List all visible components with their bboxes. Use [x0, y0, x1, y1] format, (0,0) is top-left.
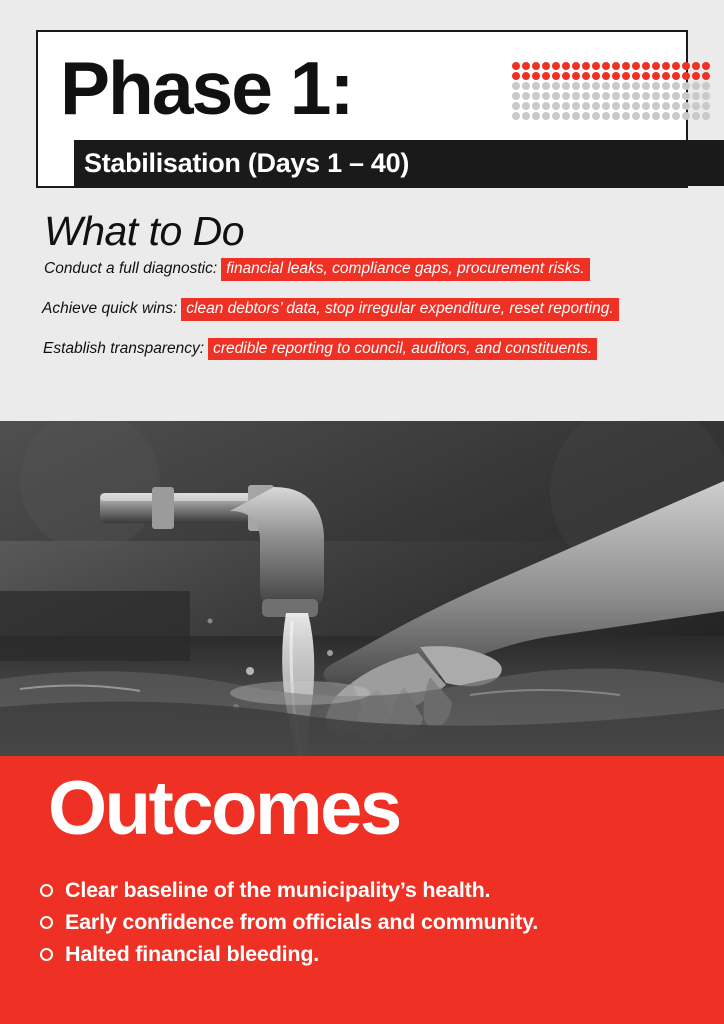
dot	[612, 82, 620, 90]
todo-highlight: financial leaks, compliance gaps, procurement risks.	[221, 258, 589, 281]
dot	[532, 72, 540, 80]
dot	[652, 102, 660, 110]
dot	[542, 92, 550, 100]
dot	[612, 102, 620, 110]
dot	[612, 92, 620, 100]
dot	[662, 72, 670, 80]
dot	[592, 62, 600, 70]
dot	[592, 82, 600, 90]
dot	[522, 72, 530, 80]
dot	[682, 82, 690, 90]
dot	[572, 102, 580, 110]
dot	[592, 102, 600, 110]
dot	[652, 112, 660, 120]
dot	[512, 62, 520, 70]
dot	[652, 62, 660, 70]
dot	[592, 72, 600, 80]
dot	[612, 112, 620, 120]
outcomes-list	[40, 878, 700, 974]
dot	[592, 92, 600, 100]
dot	[702, 102, 710, 110]
dot	[662, 112, 670, 120]
dot	[542, 102, 550, 110]
dot	[632, 72, 640, 80]
dot	[562, 92, 570, 100]
dot	[522, 82, 530, 90]
dot	[532, 112, 540, 120]
dot	[532, 102, 540, 110]
dot	[642, 112, 650, 120]
dot	[702, 92, 710, 100]
dot	[672, 62, 680, 70]
dot	[582, 82, 590, 90]
dot	[532, 92, 540, 100]
dot	[662, 92, 670, 100]
dot	[692, 92, 700, 100]
dot	[622, 72, 630, 80]
outcome-text: Early confidence from officials and community.	[65, 910, 539, 934]
dot	[622, 102, 630, 110]
dot	[622, 92, 630, 100]
dot	[552, 62, 560, 70]
list-item	[40, 878, 700, 903]
outcomes-title: Outcomes	[48, 766, 400, 851]
dot	[672, 72, 680, 80]
photo-illustration	[0, 421, 724, 756]
dot	[692, 102, 700, 110]
dot	[642, 82, 650, 90]
todo-highlight: credible reporting to council, auditors, and constituents.	[208, 338, 597, 361]
dot	[512, 102, 520, 110]
dot	[602, 92, 610, 100]
dot	[662, 102, 670, 110]
photo-water-tap-hand	[0, 421, 724, 756]
dot	[612, 72, 620, 80]
dot	[602, 112, 610, 120]
dot	[582, 102, 590, 110]
dot	[692, 82, 700, 90]
dot	[702, 82, 710, 90]
outcome-text: Halted financial bleeding.	[65, 942, 320, 966]
list-item	[40, 910, 700, 935]
dot	[632, 112, 640, 120]
circle-bullet-icon	[40, 884, 53, 897]
dot	[582, 112, 590, 120]
list-item	[40, 942, 700, 967]
dot	[542, 72, 550, 80]
dot	[552, 82, 560, 90]
dot	[572, 62, 580, 70]
dot	[532, 62, 540, 70]
dot	[522, 102, 530, 110]
dot	[532, 82, 540, 90]
dot	[592, 112, 600, 120]
list-item	[42, 298, 684, 321]
todo-lead: Achieve quick wins:	[42, 299, 178, 317]
dot	[602, 72, 610, 80]
dot	[542, 82, 550, 90]
dot	[622, 112, 630, 120]
dot	[512, 92, 520, 100]
subtitle-text: Stabilisation (Days 1 – 40)	[84, 147, 410, 178]
dot	[622, 82, 630, 90]
dot-grid-decoration	[512, 62, 716, 120]
dot	[692, 72, 700, 80]
dot	[552, 92, 560, 100]
dot	[512, 82, 520, 90]
dot	[672, 92, 680, 100]
dot	[632, 102, 640, 110]
what-to-do-list	[44, 258, 684, 377]
list-item	[43, 338, 684, 361]
dot	[702, 62, 710, 70]
todo-lead: Establish transparency:	[43, 339, 205, 357]
dot	[512, 112, 520, 120]
dot	[682, 72, 690, 80]
dot	[522, 62, 530, 70]
dot	[692, 112, 700, 120]
dot	[642, 102, 650, 110]
dot	[562, 102, 570, 110]
outcomes-section	[0, 756, 724, 1024]
circle-bullet-icon	[40, 948, 53, 961]
dot	[662, 82, 670, 90]
what-to-do-heading: What to Do	[44, 208, 245, 254]
dot	[642, 92, 650, 100]
dot	[602, 82, 610, 90]
dot	[672, 102, 680, 110]
dot	[642, 62, 650, 70]
dot	[562, 112, 570, 120]
dot	[682, 112, 690, 120]
dot	[622, 62, 630, 70]
dot	[692, 62, 700, 70]
dot	[582, 62, 590, 70]
dot	[632, 62, 640, 70]
dot	[552, 112, 560, 120]
dot	[562, 82, 570, 90]
dot	[702, 72, 710, 80]
dot	[672, 112, 680, 120]
dot	[682, 102, 690, 110]
todo-highlight: clean debtors’ data, stop irregular expenditure, reset reporting.	[181, 298, 618, 321]
dot	[702, 112, 710, 120]
header-block	[36, 30, 688, 188]
dot	[562, 62, 570, 70]
dot	[552, 72, 560, 80]
dot	[512, 72, 520, 80]
dot	[632, 82, 640, 90]
dot	[562, 72, 570, 80]
outcome-text: Clear baseline of the municipality’s health.	[65, 878, 491, 902]
dot	[572, 92, 580, 100]
subtitle-bar	[74, 140, 724, 186]
dot	[612, 62, 620, 70]
dot	[652, 92, 660, 100]
dot	[522, 112, 530, 120]
dot	[552, 102, 560, 110]
dot	[572, 72, 580, 80]
todo-lead: Conduct a full diagnostic:	[44, 260, 218, 277]
dot	[682, 62, 690, 70]
dot	[642, 72, 650, 80]
dot	[582, 72, 590, 80]
dot	[602, 102, 610, 110]
dot	[662, 62, 670, 70]
title-row	[38, 32, 686, 144]
dot	[582, 92, 590, 100]
dot	[542, 112, 550, 120]
dot	[602, 62, 610, 70]
dot	[542, 62, 550, 70]
circle-bullet-icon	[40, 916, 53, 929]
list-item	[44, 258, 684, 281]
dot	[672, 82, 680, 90]
dot	[572, 82, 580, 90]
dot	[652, 82, 660, 90]
dot	[572, 112, 580, 120]
page-title: Phase 1:	[60, 45, 353, 130]
dot	[682, 92, 690, 100]
dot	[632, 92, 640, 100]
dot	[652, 72, 660, 80]
dot	[522, 92, 530, 100]
